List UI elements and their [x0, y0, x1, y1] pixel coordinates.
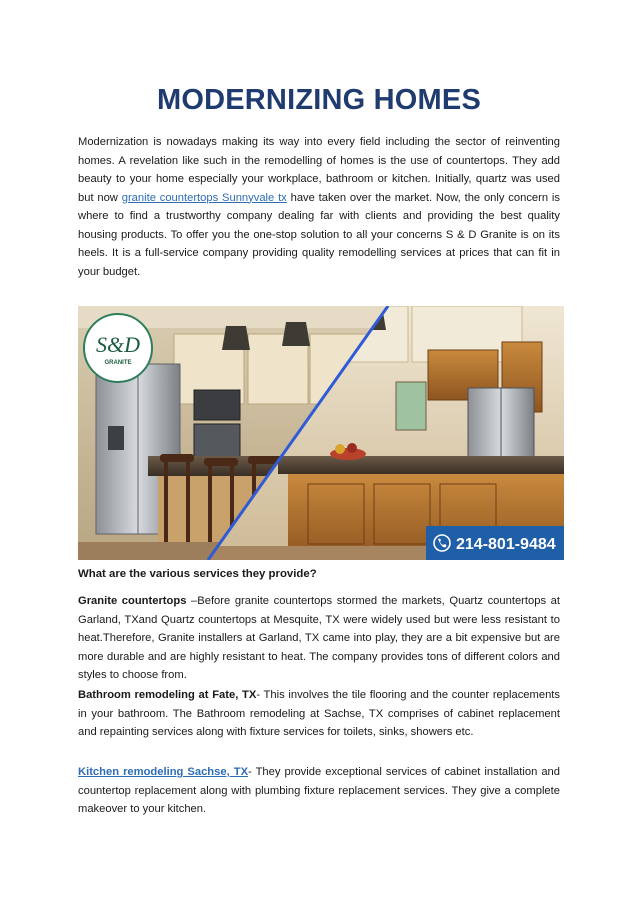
- service-text: - They provide exceptional services of cabinet installation and countertop replacement along with plumbing fixture replacement services. They give a complete makeover to your kitchen.: [78, 766, 561, 815]
- page-title: MODERNIZING HOMES: [156, 84, 481, 116]
- sd-granite-logo: [84, 314, 152, 382]
- phone-banner: [426, 526, 564, 560]
- kitchen-remodeling-link[interactable]: Kitchen remodeling Sachse, TX: [78, 766, 249, 778]
- logo-subtext: GRANITE: [104, 360, 132, 366]
- intro-text-before-link: Modernization is nowadays making its way into every field including the sector of reinventing homes. A revelation like such in the remodelling of homes is the use of countertops. They add beauty to your home especially your workplace, bathroom or kitchen. Initially, quartz was used but now: [78, 136, 560, 204]
- service-granite-countertops: [78, 592, 560, 685]
- phone-number[interactable]: 214-801-9484: [456, 536, 556, 553]
- intro-paragraph: [78, 133, 560, 281]
- service-heading: Granite countertops: [78, 595, 187, 607]
- kitchen-photo: [78, 306, 564, 560]
- service-text: - This involves the tile flooring and the counter replacements in your bathroom. The Bathroom remodeling at Sachse, TX comprises of cabinet replacement and repainting services along with fixture services for toilets, sinks, showers etc.: [78, 689, 560, 738]
- service-bathroom-remodeling: [78, 686, 560, 742]
- granite-countertops-link[interactable]: granite countertops Sunnyvale tx: [121, 191, 287, 204]
- service-heading: Bathroom remodeling at Fate, TX: [78, 689, 257, 701]
- services-question: What are the various services they provide?: [78, 568, 317, 580]
- service-text: –Before granite countertops stormed the markets, Quartz countertops at Garland, TXand Quartz countertops at Mesquite, TX were widely used but were less resistant to heat.Therefore, Granite installers at Garland, TX came into play, they are a bit expensive but are more durable and are highly resistant to heat. The company provides tons of different colors and styles to choose from.: [78, 595, 560, 681]
- intro-text-after-link: have taken over the market. Now, the only concern is where to find a trustworthy company dealing far with clients and providing the best quality housing products. To offer you the one-stop solution to all your concerns S & D Granite is on its heels. It is a full-service company providing quality remodelling services at prices that can fit in your budget.: [78, 191, 560, 278]
- service-kitchen-remodeling: [78, 763, 560, 819]
- logo-text: S&D: [96, 332, 140, 357]
